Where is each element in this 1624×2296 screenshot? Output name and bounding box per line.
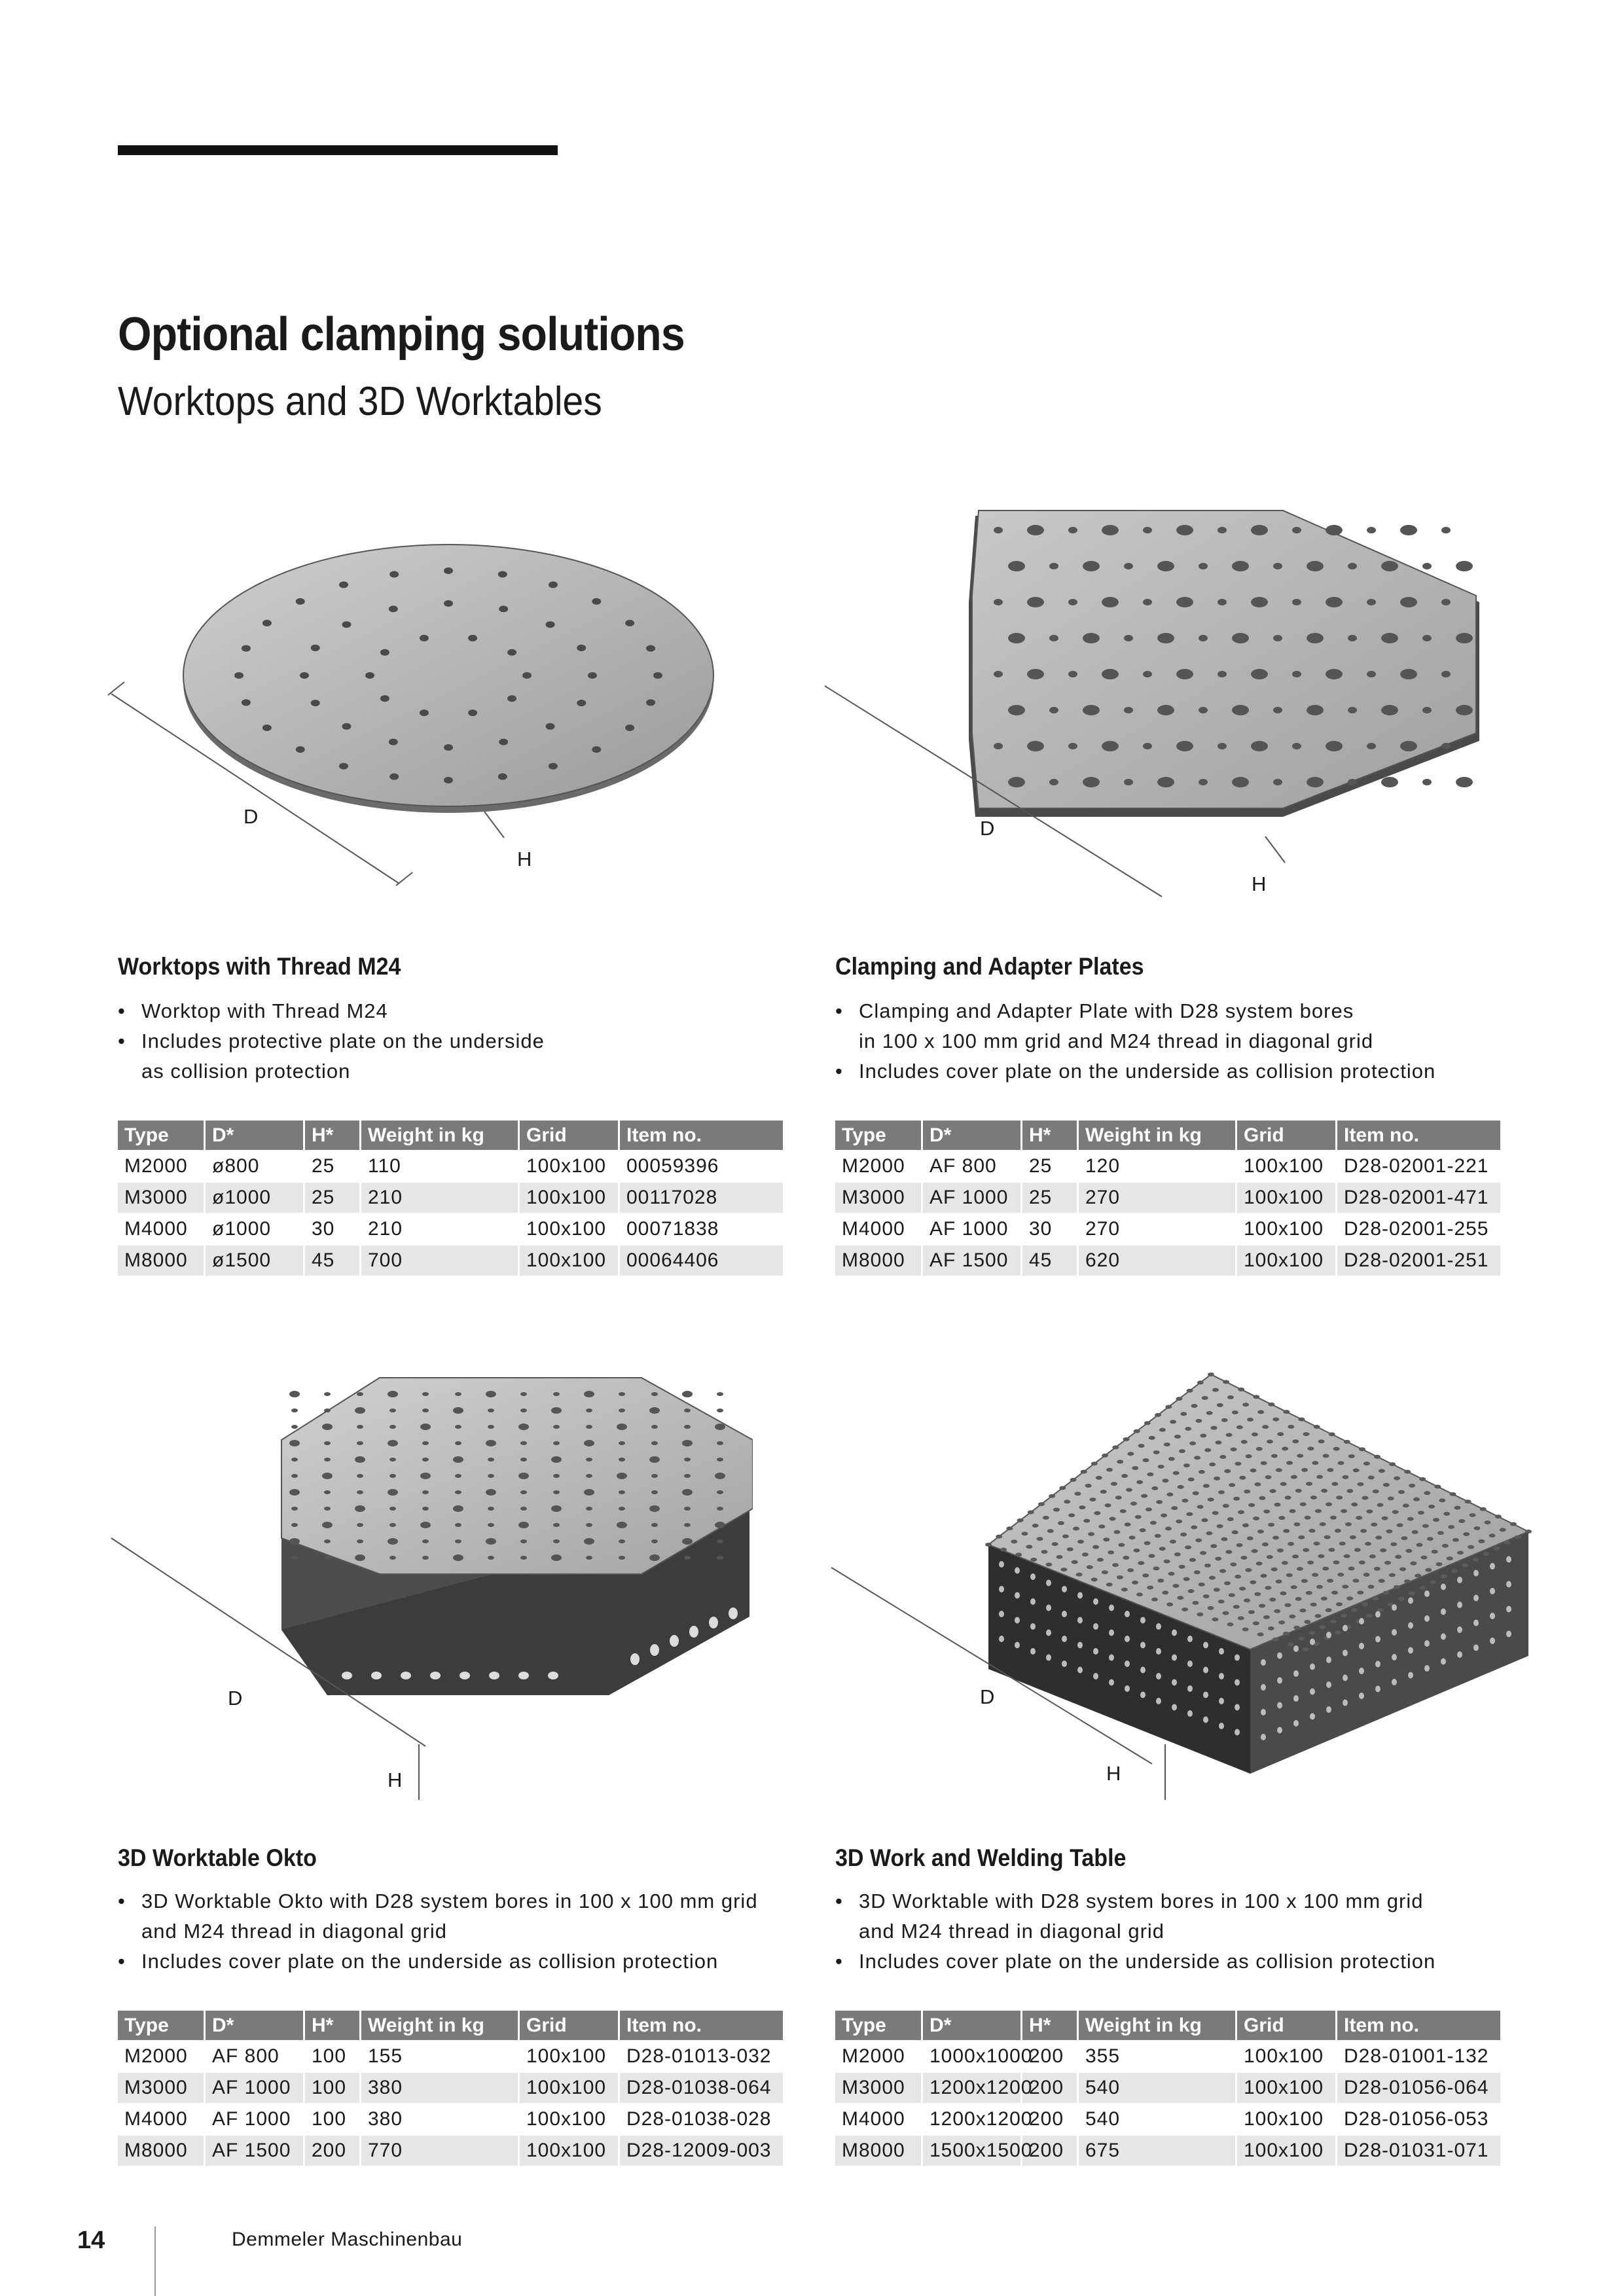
table-cell: 00059396 <box>620 1150 783 1181</box>
feature-item: • 3D Worktable Okto with D28 system bores in 100 x 100 mm grid <box>118 1886 758 1916</box>
table-cell: 1000x1000 <box>923 2040 1022 2072</box>
table-cell: 380 <box>361 2072 520 2103</box>
feature-item-continuation: and M24 thread in diagonal grid <box>141 1920 448 1943</box>
table-row <box>118 1181 783 1213</box>
column-header: Item no. <box>620 2011 783 2040</box>
table-cell: D28-02001-251 <box>1337 1244 1500 1276</box>
table-cell: M3000 <box>835 2072 923 2103</box>
page-number: 14 <box>77 2227 105 2254</box>
table-cell: M2000 <box>835 2040 923 2072</box>
table-cell: ø1500 <box>206 1244 305 1276</box>
table-cell: 100x100 <box>520 1181 620 1213</box>
table-row <box>118 2103 783 2134</box>
table-cell: 540 <box>1079 2072 1237 2103</box>
table-cell: 770 <box>361 2134 520 2166</box>
table-cell: M4000 <box>835 2103 923 2134</box>
column-header: D* <box>923 2011 1022 2040</box>
column-header: Type <box>118 1121 206 1150</box>
table-cell: D28-01038-064 <box>620 2072 783 2103</box>
table-cell: D28-12009-003 <box>620 2134 783 2166</box>
dimension-h-label: H <box>517 848 532 870</box>
column-header: H* <box>305 2011 361 2040</box>
column-header: Weight in kg <box>361 1121 520 1150</box>
dimension-d-label: D <box>228 1687 243 1710</box>
table-cell: M4000 <box>118 2103 206 2134</box>
table-cell: D28-01038-028 <box>620 2103 783 2134</box>
table-cell: AF 1000 <box>206 2072 305 2103</box>
table-cell: 380 <box>361 2103 520 2134</box>
column-header: D* <box>206 2011 305 2040</box>
column-header: Item no. <box>620 1121 783 1150</box>
footer-divider <box>154 2227 156 2296</box>
table-row <box>835 1181 1500 1213</box>
company-name: Demmeler Maschinenbau <box>232 2229 463 2250</box>
table-cell: M3000 <box>118 1181 206 1213</box>
column-header: Item no. <box>1337 2011 1500 2040</box>
table-cell: AF 1000 <box>923 1181 1022 1213</box>
table-cell: AF 800 <box>923 1150 1022 1181</box>
table-cell: 540 <box>1079 2103 1237 2134</box>
table-cell: ø1000 <box>206 1213 305 1244</box>
table-cell: D28-01001-132 <box>1337 2040 1500 2072</box>
feature-item-continuation: as collision protection <box>141 1060 351 1083</box>
table-cell: 210 <box>361 1213 520 1244</box>
column-header: Grid <box>1237 2011 1337 2040</box>
column-header: D* <box>923 1121 1022 1150</box>
table-cell: 155 <box>361 2040 520 2072</box>
table-row <box>835 1213 1500 1244</box>
table-cell: 675 <box>1079 2134 1237 2166</box>
table-cell: 25 <box>1022 1181 1079 1213</box>
feature-item: • Includes cover plate on the underside as collision protection <box>835 1056 1435 1086</box>
feature-item: • Worktop with Thread M24 <box>118 996 545 1026</box>
feature-item-continuation: and M24 thread in diagonal grid <box>859 1920 1165 1943</box>
feature-item: • Includes protective plate on the underside <box>118 1026 545 1056</box>
table-cell: 120 <box>1079 1150 1237 1181</box>
table-cell: 100x100 <box>1237 2072 1337 2103</box>
table-cell: ø1000 <box>206 1181 305 1213</box>
table-cell: 210 <box>361 1181 520 1213</box>
table-row <box>118 1213 783 1244</box>
dimension-d-label: D <box>980 1685 995 1708</box>
spec-table <box>835 1121 1500 1276</box>
table-row <box>118 2134 783 2166</box>
section-heading: 3D Worktable Okto <box>118 1844 317 1871</box>
table-cell: D28-02001-255 <box>1337 1213 1500 1244</box>
table-cell: 1200x1200 <box>923 2103 1022 2134</box>
table-row <box>835 1244 1500 1276</box>
table-cell: 00064406 <box>620 1244 783 1276</box>
table-cell: AF 1000 <box>923 1213 1022 1244</box>
table-cell: 100x100 <box>1237 1181 1337 1213</box>
table-cell: 25 <box>1022 1150 1079 1181</box>
feature-list <box>118 1886 758 1977</box>
table-row <box>118 1150 783 1181</box>
table-cell: 45 <box>1022 1244 1079 1276</box>
table-cell: 200 <box>305 2134 361 2166</box>
table-row <box>118 1244 783 1276</box>
table-cell: 100x100 <box>1237 1213 1337 1244</box>
column-header: H* <box>1022 2011 1079 2040</box>
adapter-plate-image <box>812 504 1506 910</box>
column-header: H* <box>1022 1121 1079 1150</box>
table-cell: 100 <box>305 2040 361 2072</box>
table-cell: 100 <box>305 2072 361 2103</box>
table-cell: 270 <box>1079 1213 1237 1244</box>
column-header: Grid <box>1237 1121 1337 1150</box>
table-row <box>835 2134 1500 2166</box>
table-cell: 100x100 <box>1237 2103 1337 2134</box>
table-cell: 00117028 <box>620 1181 783 1213</box>
table-cell: 30 <box>305 1213 361 1244</box>
table-cell: M2000 <box>118 2040 206 2072</box>
table-cell: ø800 <box>206 1150 305 1181</box>
column-header: H* <box>305 1121 361 1150</box>
table-row <box>835 2103 1500 2134</box>
column-header: Item no. <box>1337 1121 1500 1150</box>
table-cell: 270 <box>1079 1181 1237 1213</box>
table-row <box>835 1150 1500 1181</box>
feature-list <box>118 996 545 1086</box>
table-row <box>835 2072 1500 2103</box>
section-heading: Worktops with Thread M24 <box>118 953 401 980</box>
table-cell: AF 800 <box>206 2040 305 2072</box>
table-cell: 25 <box>305 1150 361 1181</box>
table-cell: M2000 <box>118 1150 206 1181</box>
page-title: Optional clamping solutions <box>118 308 685 361</box>
column-header: D* <box>206 1121 305 1150</box>
dimension-d-label: D <box>244 805 259 828</box>
table-cell: D28-01056-064 <box>1337 2072 1500 2103</box>
dimension-d-label: D <box>980 817 995 840</box>
table-cell: 100x100 <box>1237 1150 1337 1181</box>
table-row <box>118 2040 783 2072</box>
table-cell: 25 <box>305 1181 361 1213</box>
okto-worktable-image <box>98 1368 753 1800</box>
table-cell: 200 <box>1022 2040 1079 2072</box>
table-cell: 620 <box>1079 1244 1237 1276</box>
table-cell: D28-02001-221 <box>1337 1150 1500 1181</box>
spec-table <box>118 2011 783 2166</box>
table-cell: 45 <box>305 1244 361 1276</box>
table-cell: 110 <box>361 1150 520 1181</box>
spec-table <box>118 1121 783 1276</box>
table-cell: 00071838 <box>620 1213 783 1244</box>
dimension-h-label: H <box>388 1768 403 1791</box>
table-cell: 100x100 <box>520 2103 620 2134</box>
column-header: Weight in kg <box>361 2011 520 2040</box>
table-header-row <box>835 2011 1500 2040</box>
table-cell: M3000 <box>118 2072 206 2103</box>
table-header-row <box>118 1121 783 1150</box>
table-header-row <box>118 2011 783 2040</box>
feature-item: • Includes cover plate on the underside as collision protection <box>118 1946 758 1977</box>
round-worktop-image <box>98 537 753 903</box>
dimension-h-label: H <box>1252 872 1267 895</box>
table-cell: M8000 <box>118 1244 206 1276</box>
table-cell: M2000 <box>835 1150 923 1181</box>
table-cell: M8000 <box>118 2134 206 2166</box>
table-cell: AF 1000 <box>206 2103 305 2134</box>
page-subtitle: Worktops and 3D Worktables <box>118 379 602 424</box>
feature-item: • 3D Worktable with D28 system bores in 100 x 100 mm grid <box>835 1886 1435 1916</box>
table-cell: 100 <box>305 2103 361 2134</box>
table-cell: 100x100 <box>520 2040 620 2072</box>
column-header: Grid <box>520 1121 620 1150</box>
feature-item: • Clamping and Adapter Plate with D28 system bores <box>835 996 1435 1026</box>
header-rule <box>118 145 558 155</box>
table-cell: 100x100 <box>1237 2134 1337 2166</box>
table-cell: 200 <box>1022 2134 1079 2166</box>
table-cell: M4000 <box>835 1213 923 1244</box>
feature-list <box>835 1886 1435 1977</box>
section-heading: Clamping and Adapter Plates <box>835 953 1144 980</box>
table-cell: AF 1500 <box>923 1244 1022 1276</box>
spec-table <box>835 2011 1500 2166</box>
table-cell: 100x100 <box>520 2134 620 2166</box>
feature-list <box>835 996 1435 1086</box>
table-cell: D28-01056-053 <box>1337 2103 1500 2134</box>
table-cell: 100x100 <box>1237 2040 1337 2072</box>
column-header: Type <box>835 2011 923 2040</box>
table-cell: 1200x1200 <box>923 2072 1022 2103</box>
table-cell: 100x100 <box>1237 1244 1337 1276</box>
column-header: Weight in kg <box>1079 1121 1237 1150</box>
feature-item-continuation: in 100 x 100 mm grid and M24 thread in diagonal grid <box>859 1030 1374 1052</box>
table-cell: M3000 <box>835 1181 923 1213</box>
table-cell: 700 <box>361 1244 520 1276</box>
column-header: Type <box>118 2011 206 2040</box>
table-header-row <box>835 1121 1500 1150</box>
table-cell: D28-02001-471 <box>1337 1181 1500 1213</box>
table-cell: 100x100 <box>520 2072 620 2103</box>
welding-table-image <box>812 1361 1532 1820</box>
column-header: Grid <box>520 2011 620 2040</box>
table-cell: 200 <box>1022 2103 1079 2134</box>
table-cell: 1500x1500 <box>923 2134 1022 2166</box>
table-row <box>835 2040 1500 2072</box>
table-cell: 100x100 <box>520 1150 620 1181</box>
feature-item: • Includes cover plate on the underside as collision protection <box>835 1946 1435 1977</box>
table-cell: 200 <box>1022 2072 1079 2103</box>
table-cell: 30 <box>1022 1213 1079 1244</box>
table-cell: 100x100 <box>520 1213 620 1244</box>
section-heading: 3D Work and Welding Table <box>835 1844 1127 1871</box>
table-row <box>118 2072 783 2103</box>
table-cell: 100x100 <box>520 1244 620 1276</box>
column-header: Type <box>835 1121 923 1150</box>
table-cell: M8000 <box>835 2134 923 2166</box>
dimension-h-label: H <box>1106 1762 1121 1785</box>
column-header: Weight in kg <box>1079 2011 1237 2040</box>
table-cell: M8000 <box>835 1244 923 1276</box>
table-cell: D28-01031-071 <box>1337 2134 1500 2166</box>
table-cell: 355 <box>1079 2040 1237 2072</box>
table-cell: AF 1500 <box>206 2134 305 2166</box>
table-cell: M4000 <box>118 1213 206 1244</box>
table-cell: D28-01013-032 <box>620 2040 783 2072</box>
